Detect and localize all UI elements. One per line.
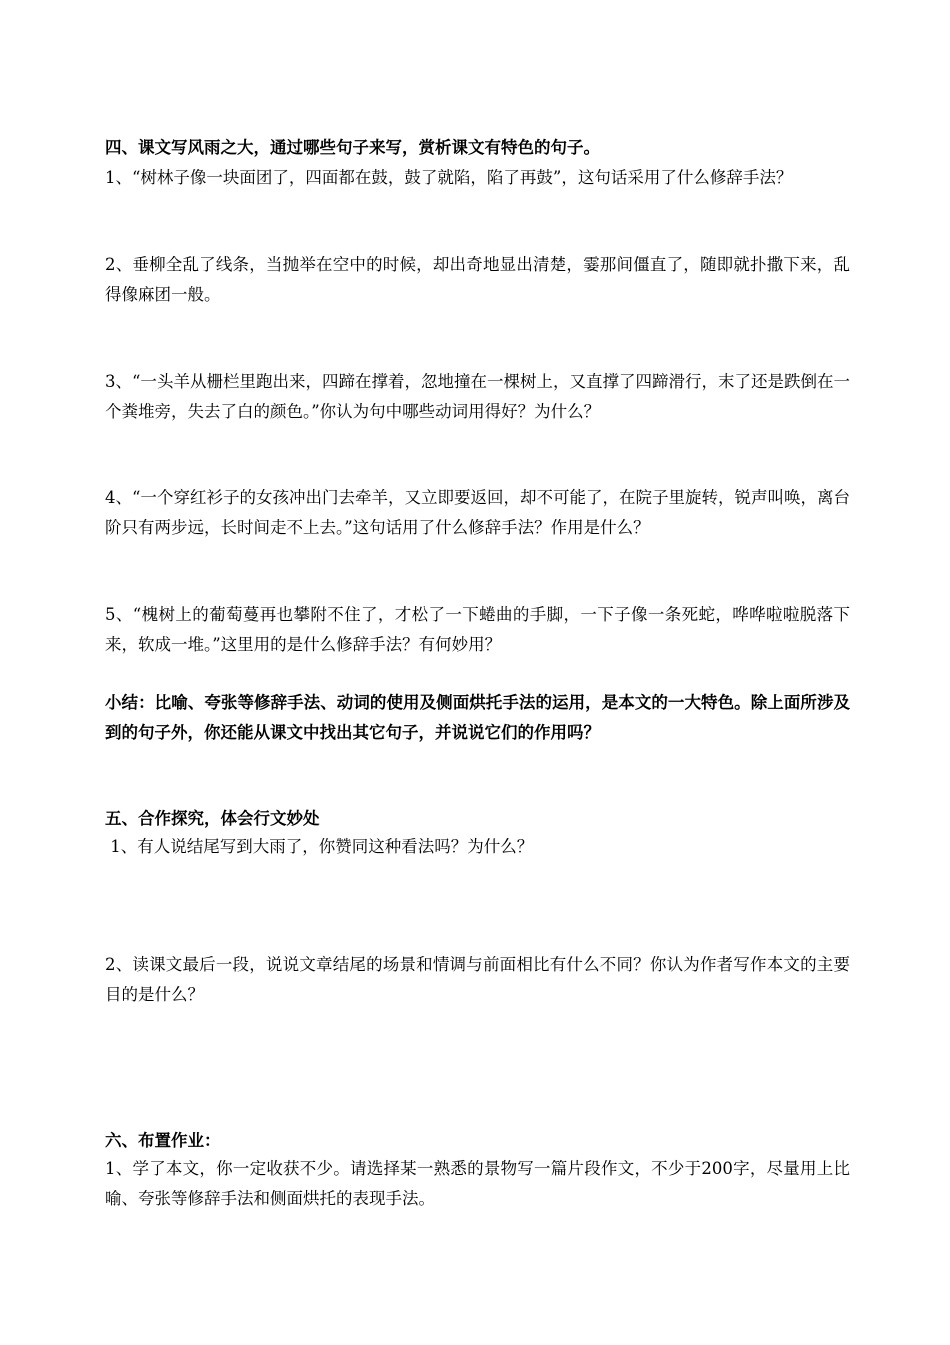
section4-summary: 小结：比喻、夸张等修辞手法、动词的使用及侧面烘托手法的运用，是本文的一大特色。除上面所涉及到的句子外，你还能从课文中找出其它句子，并说说它们的作用吗？ <box>105 693 850 742</box>
section4-question-2: 2、垂柳全乱了线条，当抛举在空中的时候，却出奇地显出清楚，霎那间僵直了，随即就扑撒下来，乱得像麻团一般。 <box>105 255 850 304</box>
section6-question-1: 1、学了本文，你一定收获不少。请选择某一熟悉的景物写一篇片段作文，不少于200字，尽量用上比喻、夸张等修辞手法和侧面烘托的表现手法。 <box>105 1159 850 1208</box>
section5-heading: 五、合作探究，体会行文妙处 <box>105 809 320 828</box>
section4-question-4: 4、“一个穿红衫子的女孩冲出门去牵羊，又立即要返回，却不可能了，在院子里旋转，锐声叫唤，离台阶只有两步远，长时间走不上去。”这句话用了什么修辞手法？作用是什么？ <box>105 488 850 537</box>
section4-question-1: 1、“树林子像一块面团了，四面都在鼓，鼓了就陷，陷了再鼓”，这句话采用了什么修辞手法？ <box>105 168 793 187</box>
section4-question-5: 5、“槐树上的葡萄蔓再也攀附不住了，才松了一下蜷曲的手脚，一下子像一条死蛇，哗哗啦啦脱落下来，软成一堆。”这里用的是什么修辞手法？有何妙用？ <box>105 605 850 654</box>
section6-heading: 六、布置作业： <box>105 1131 221 1150</box>
section4-heading: 四、课文写风雨之大，通过哪些句子来写，赏析课文有特色的句子。 <box>105 138 600 157</box>
section4-question-3: 3、“一头羊从栅栏里跑出来，四蹄在撑着，忽地撞在一棵树上，又直撑了四蹄滑行，末了还是跌倒在一个粪堆旁，失去了白的颜色。”你认为句中哪些动词用得好？为什么？ <box>105 372 850 421</box>
section5-question-2: 2、读课文最后一段，说说文章结尾的场景和情调与前面相比有什么不同？你认为作者写作本文的主要目的是什么？ <box>105 955 850 1004</box>
section5-question-1: 1、有人说结尾写到大雨了，你赞同这种看法吗？为什么？ <box>105 837 534 856</box>
